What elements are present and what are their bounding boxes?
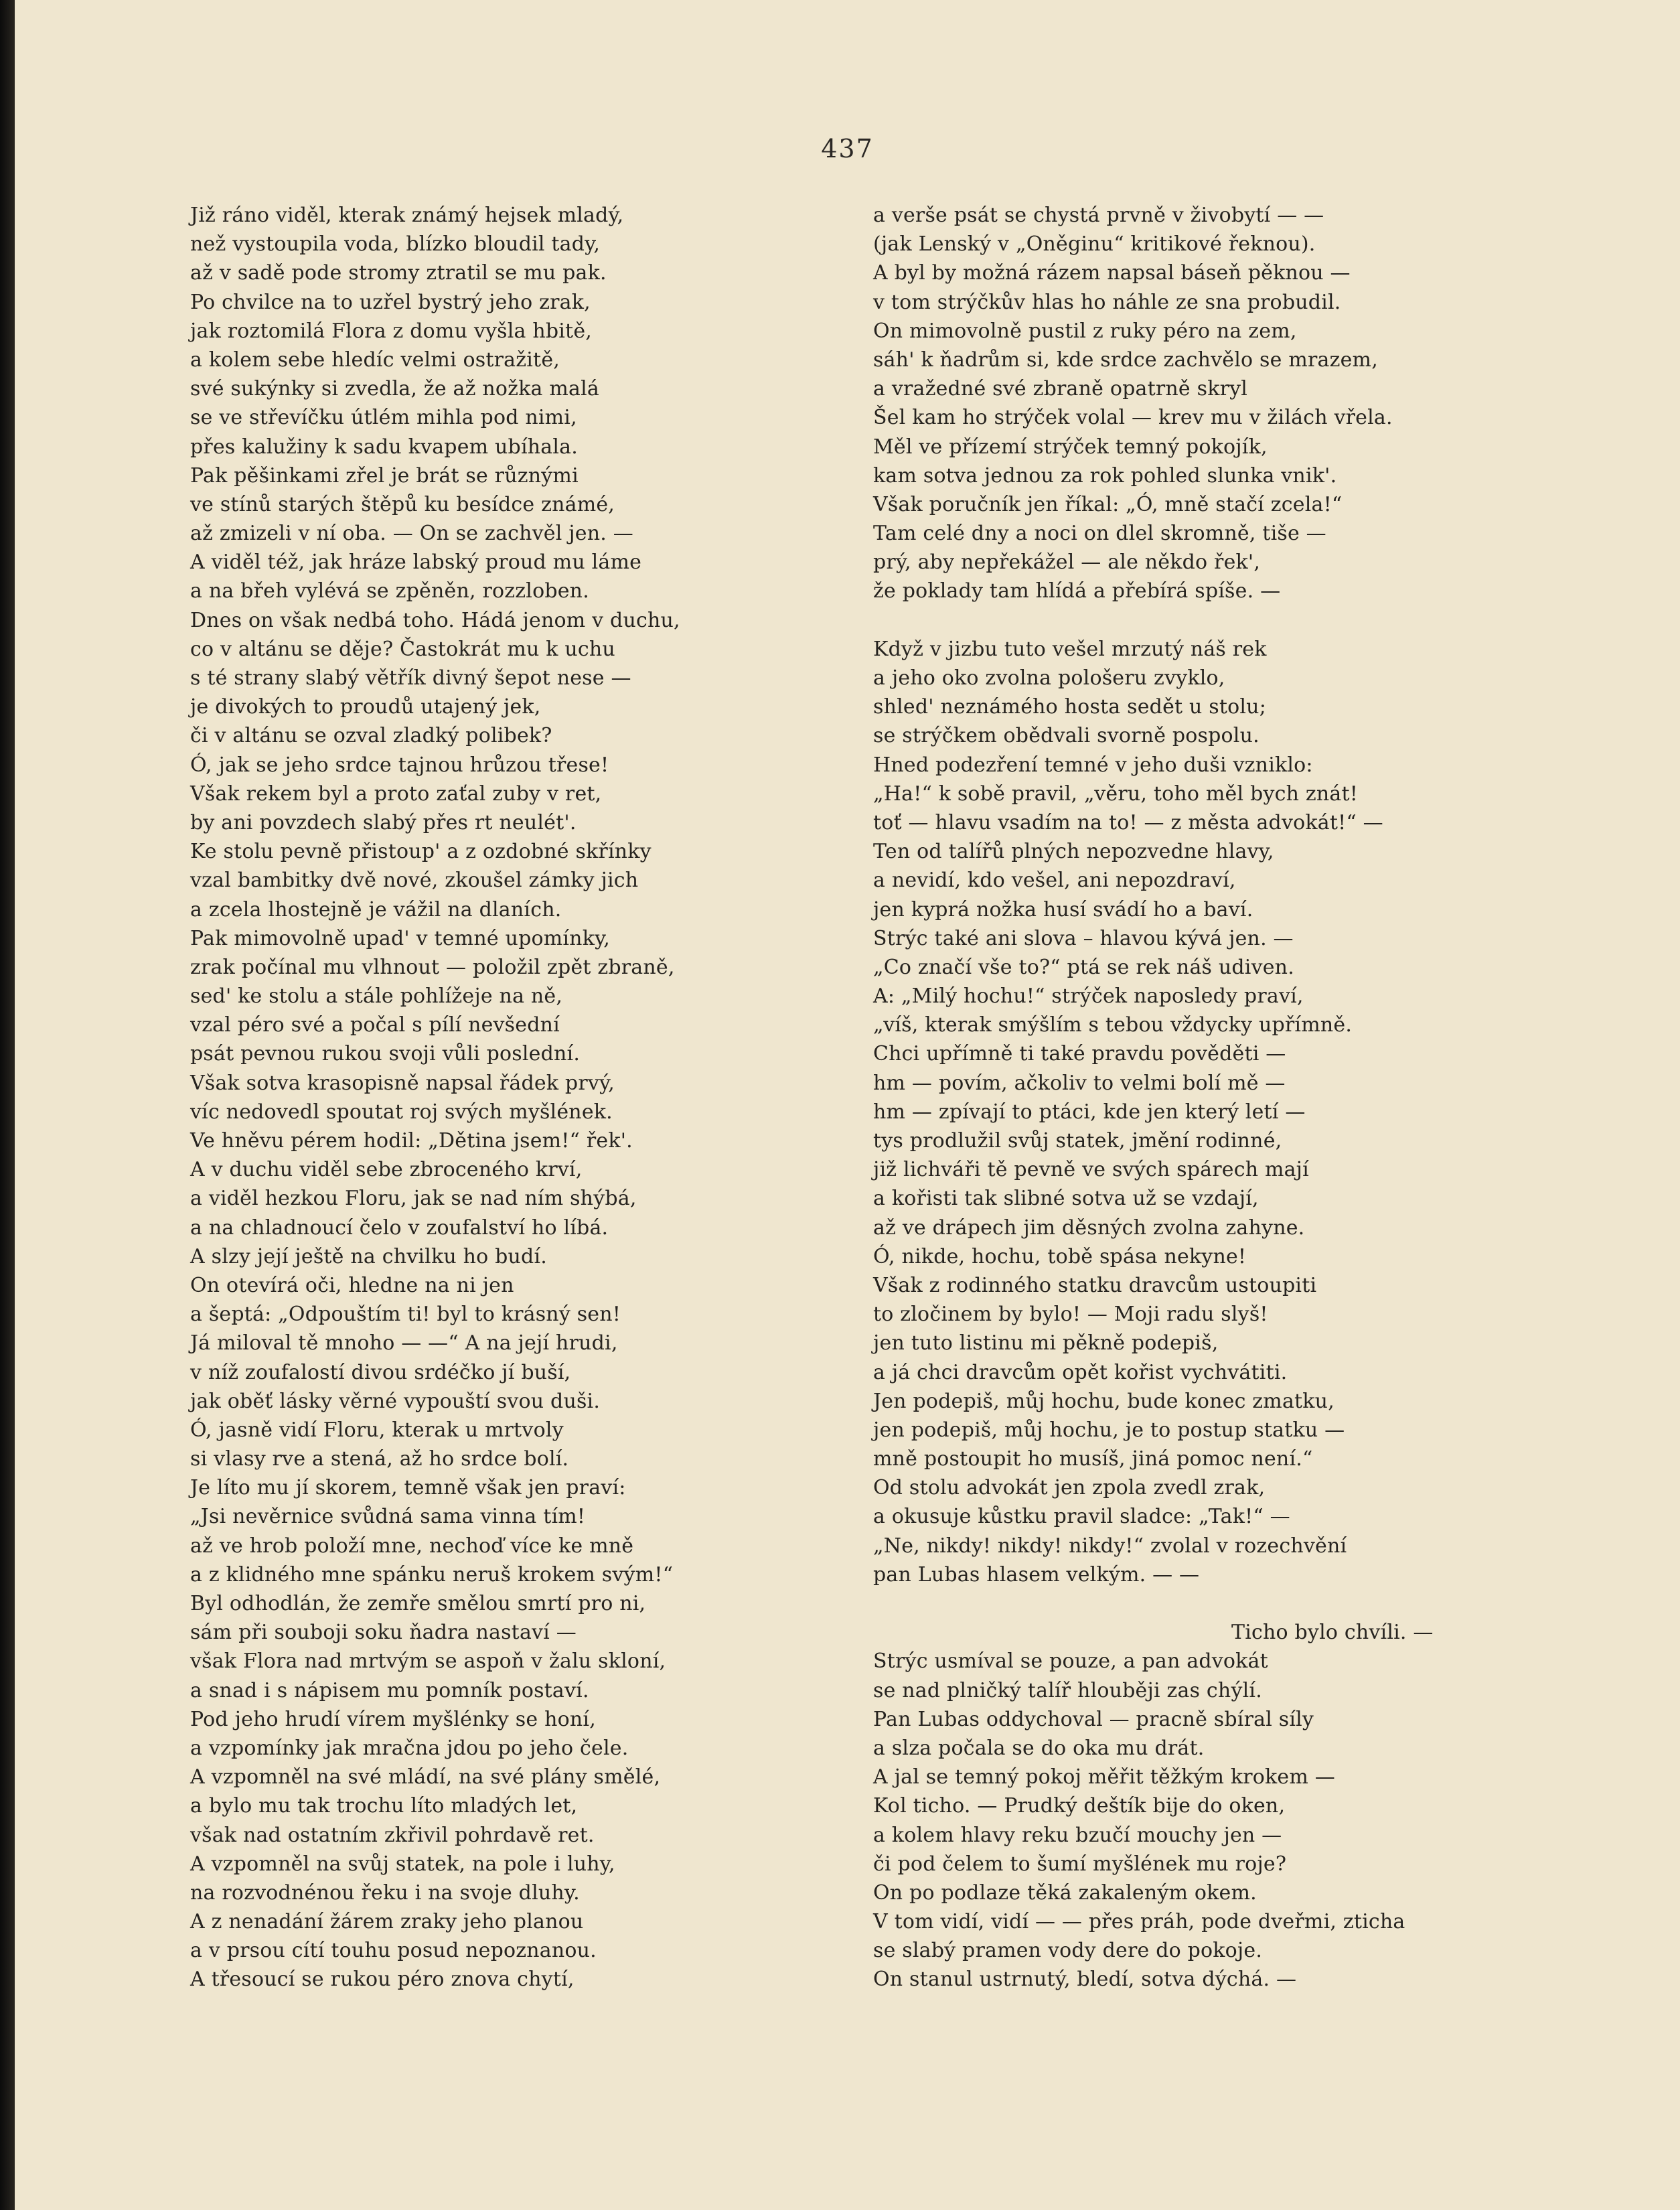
verse-line: na rozvodnénou řeku i na svoje dluhy.: [190, 1881, 580, 1905]
verse-line: toť — hlavu vsadím na to! — z města advokát!“ —: [873, 810, 1383, 834]
verse-line: a kořisti tak slibné sotva už se vzdají,: [873, 1187, 1259, 1211]
verse-line: se strýčkem obědvali svorně pospolu.: [873, 724, 1259, 748]
verse-line: Ó, jak se jeho srdce tajnou hrůzou třese!: [190, 753, 609, 777]
stanza-gap: [873, 1589, 1476, 1618]
verse-line: či v altánu se ozval zladký polibek?: [190, 724, 552, 748]
verse-line: vzal péro své a počal s pílí nevšední: [190, 1013, 560, 1037]
verse-line: pan Lubas hlasem velkým. — —: [873, 1562, 1200, 1587]
verse-line: A v duchu viděl sebe zbroceného krví,: [190, 1158, 583, 1182]
verse-line: co v altánu se děje? Častokrát mu k uchu: [190, 637, 615, 661]
verse-line: by ani povzdech slabý přes rt neulét'.: [190, 810, 577, 834]
verse-line: prý, aby nepřekážel — ale někdo řek',: [873, 550, 1261, 575]
verse-line: a kolem hlavy reku bzučí mouchy jen —: [873, 1823, 1282, 1847]
verse-line: s té strany slabý větřík divný šepot nese —: [190, 666, 631, 690]
verse-line: Je líto mu jí skorem, temně však jen praví:: [190, 1476, 626, 1500]
verse-line: On mimovolně pustil z ruky péro na zem,: [873, 319, 1297, 343]
verse-line: jak oběť lásky věrné vypouští svou duši.: [190, 1389, 601, 1413]
verse-line: než vystoupila voda, blízko bloudil tady,: [190, 232, 601, 256]
verse-line: Když v jizbu tuto vešel mrzutý náš rek: [873, 637, 1267, 661]
verse-line: Již ráno viděl, kterak známý hejsek mladý,: [190, 204, 624, 227]
verse-line: hm — zpívají to ptáci, kde jen který letí —: [873, 1100, 1306, 1124]
verse-line: A třesoucí se rukou péro znova chytí,: [190, 1968, 575, 1992]
verse-line: v tom strýčkův hlas ho náhle ze sna probudil.: [873, 290, 1341, 314]
verse-line: a na břeh vylévá se zpěněn, rozzloben.: [190, 579, 589, 603]
verse-line: zrak počínal mu vlhnout — položil zpět zbraně,: [190, 955, 675, 979]
verse-line: A slzy její ještě na chvilku ho budí.: [190, 1244, 547, 1268]
verse-line: Jen podepiš, můj hochu, bude konec zmatku,: [873, 1389, 1334, 1413]
verse-line: A viděl též, jak hráze labský proud mu láme: [190, 550, 642, 575]
verse-line: A jal se temný pokoj měřit těžkým krokem —: [873, 1765, 1335, 1789]
verse-line: shled' neznámého hosta sedět u stolu;: [873, 695, 1267, 719]
verse-line: Měl ve přízemí strýček temný pokojík,: [873, 435, 1268, 459]
verse-line: a vražedné své zbraně opatrně skryl: [873, 377, 1248, 401]
verse-line: až ve drápech jim děsných zvolna zahyne.: [873, 1216, 1305, 1240]
verse-line: však nad ostatním zkřivil pohrdavě ret.: [190, 1823, 595, 1847]
verse-line: jen kyprá nožka husí svádí ho a baví.: [873, 897, 1253, 922]
left-column-poem: [190, 201, 726, 1994]
verse-line: to zločinem by bylo! — Moji radu slyš!: [873, 1303, 1268, 1327]
verse-line: Však rekem byl a proto zaťal zuby v ret,: [190, 782, 602, 806]
verse-line: a viděl hezkou Floru, jak se nad ním shýbá,: [190, 1187, 637, 1211]
verse-line: až v sadě pode stromy ztratil se mu pak.: [190, 261, 607, 285]
verse-line: je divokých to proudů utajený jek,: [190, 695, 541, 719]
verse-line: a v prsou cítí touhu posud nepoznanou.: [190, 1939, 597, 1963]
verse-line: se nad plničký talíř hlouběji zas chýlí.: [873, 1678, 1262, 1702]
verse-line: a šeptá: „Odpouštím ti! byl to krásný sen!: [190, 1303, 621, 1327]
verse-line: Pak mimovolně upad' v temné upomínky,: [190, 926, 610, 950]
verse-line: Já miloval tě mnoho — —“ A na její hrudi,: [190, 1331, 618, 1355]
verse-line: Ó, nikde, hochu, tobě spása nekyne!: [873, 1244, 1247, 1268]
verse-line: a nevidí, kdo vešel, ani nepozdraví,: [873, 869, 1236, 893]
verse-line: či pod čelem to šumí myšlének mu roje?: [873, 1852, 1287, 1876]
verse-line: již lichváři tě pevně ve svých spárech mají: [873, 1158, 1309, 1182]
verse-line: sáh' k ňadrům si, kde srdce zachvělo se mrazem,: [873, 348, 1378, 372]
verse-line: Pod jeho hrudí vírem myšlénky se honí,: [190, 1707, 596, 1731]
verse-line: A: „Milý hochu!“ strýček naposledy praví,: [873, 984, 1304, 1009]
verse-line: jak roztomilá Flora z domu vyšla hbitě,: [190, 319, 593, 343]
verse-line: kam sotva jednou za rok pohled slunka vnik'.: [873, 463, 1337, 488]
verse-line: hm — povím, ačkoliv to velmi bolí mě —: [873, 1071, 1286, 1095]
verse-line: Pan Lubas oddychoval — pracně sbíral síly: [873, 1707, 1314, 1731]
verse-line: psát pevnou rukou svoji vůli poslední.: [190, 1042, 581, 1066]
verse-line: sám při souboji soku ňadra nastaví —: [190, 1621, 577, 1645]
verse-line: a bylo mu tak trochu líto mladých let,: [190, 1794, 578, 1818]
verse-line: až zmizeli v ní oba. — On se zachvěl jen. —: [190, 522, 633, 546]
verse-line: Ve hněvu pérem hodil: „Dětina jsem!“ řek'.: [190, 1129, 633, 1153]
verse-line: Dnes on však nedbá toho. Hádá jenom v duchu,: [190, 608, 680, 632]
verse-line: Však poručník jen říkal: „Ó, mně stačí zcela!“: [873, 492, 1343, 516]
verse-line: A byl by možná rázem napsal báseň pěknou —: [873, 261, 1351, 285]
verse-line: a vzpomínky jak mračna jdou po jeho čele.: [190, 1736, 629, 1760]
verse-line: přes kalužiny k sadu kvapem ubíhala.: [190, 435, 578, 459]
book-page: [15, 0, 1680, 2210]
verse-line: Však z rodinného statku dravcům ustoupiti: [873, 1273, 1317, 1297]
verse-line: „Co značí vše to?“ ptá se rek náš udiven.: [873, 955, 1294, 979]
verse-line: a z klidného mne spánku neruš krokem svým!“: [190, 1562, 674, 1587]
verse-line: On otevírá oči, hledne na ni jen: [190, 1273, 514, 1297]
verse-line: se ve střevíčku útlém mihla pod nimi,: [190, 406, 577, 430]
verse-line: si vlasy rve a stená, až ho srdce bolí.: [190, 1447, 569, 1471]
verse-line: Strýc také ani slova – hlavou kývá jen. —: [873, 926, 1294, 950]
verse-line: On po podlaze těká zakaleným okem.: [873, 1881, 1257, 1905]
verse-line: „víš, kterak smýšlím s tebou vždycky upřímně.: [873, 1013, 1353, 1037]
verse-line: Hned podezření temné v jeho duši vzniklo:: [873, 753, 1313, 777]
verse-line: a zcela lhostejně je vážil na dlaních.: [190, 897, 562, 922]
verse-line: Ke stolu pevně přistoup' a z ozdobné skřínky: [190, 840, 652, 864]
verse-line: „Ne, nikdy! nikdy! nikdy!“ zvolal v rozechvění: [873, 1534, 1347, 1558]
verse-line: Ó, jasně vidí Floru, kterak u mrtvoly: [190, 1418, 564, 1442]
verse-line: Pak pěšinkami zřel je brát se různými: [190, 463, 579, 488]
verse-line: a na chladnoucí čelo v zoufalství ho líbá.: [190, 1216, 609, 1240]
verse-line: mně postoupit ho musíš, jiná pomoc není.“: [873, 1447, 1313, 1471]
page-number: 437: [821, 134, 874, 163]
verse-line: své sukýnky si zvedla, že až nožka malá: [190, 377, 599, 401]
verse-line: Strýc usmíval se pouze, a pan advokát: [873, 1649, 1268, 1674]
verse-line: V tom vidí, vidí — — přes práh, pode dveřmi, zticha: [873, 1910, 1405, 1934]
verse-line: Tam celé dny a noci on dlel skromně, tiše —: [873, 522, 1326, 546]
verse-line: Byl odhodlán, že zemře smělou smrtí pro ni,: [190, 1592, 646, 1615]
verse-line: „Jsi nevěrnice svůdná sama vinna tím!: [190, 1505, 586, 1529]
verse-line: že poklady tam hlídá a přebírá spíše. —: [873, 579, 1281, 603]
verse-line: (jak Lenský v „Oněginu“ kritikové řeknou).: [873, 232, 1316, 256]
verse-line: „Ha!“ k sobě pravil, „věru, toho měl bych znát!: [873, 782, 1358, 806]
verse-line: Ticho bylo chvíli. —: [1231, 1621, 1434, 1645]
verse-line: a okusuje kůstku pravil sladce: „Tak!“ —: [873, 1505, 1290, 1529]
verse-line: a já chci dravcům opět kořist vychvátiti.: [873, 1360, 1288, 1384]
verse-line: až ve hrob položí mne, nechoď více ke mně: [190, 1534, 634, 1558]
verse-line: Po chvilce na to uzřel bystrý jeho zrak,: [190, 290, 591, 314]
verse-line: v níž zoufalostí divou srdéčko jí buší,: [190, 1360, 571, 1384]
verse-line: sed' ke stolu a stále pohlížeje na ně,: [190, 984, 563, 1009]
book-binding-edge: [0, 0, 15, 2210]
verse-line: On stanul ustrnutý, bledí, sotva dýchá. —: [873, 1968, 1297, 1992]
verse-line: Však sotva krasopisně napsal řádek prvý,: [190, 1071, 615, 1095]
verse-line: vzal bambitky dvě nové, zkoušel zámky jich: [190, 869, 639, 893]
verse-line: jen podepiš, můj hochu, je to postup statku —: [873, 1418, 1345, 1442]
verse-line: tys prodlužil svůj statek, jmění rodinné,: [873, 1129, 1282, 1153]
verse-line: Šel kam ho strýček volal — krev mu v žilách vřela.: [873, 406, 1393, 430]
verse-line: a verše psát se chystá prvně v živobytí — —: [873, 204, 1324, 227]
verse-line: A z nenadání žárem zraky jeho planou: [190, 1910, 584, 1934]
verse-line: Od stolu advokát jen zpola zvedl zrak,: [873, 1476, 1266, 1500]
verse-line: a snad i s nápisem mu pomník postaví.: [190, 1678, 589, 1702]
stanza-gap: [873, 606, 1476, 635]
verse-line: jen tuto listinu mi pěkně podepiš,: [873, 1331, 1219, 1355]
verse-line: a slza počala se do oka mu drát.: [873, 1736, 1205, 1760]
verse-line: víc nedovedl spoutat roj svých myšlének.: [190, 1100, 613, 1124]
verse-line: Ten od talířů plných nepozvedne hlavy,: [873, 840, 1274, 864]
verse-line: se slabý pramen vody dere do pokoje.: [873, 1939, 1263, 1963]
verse-line: A vzpomněl na svůj statek, na pole i luhy,: [190, 1852, 615, 1876]
verse-line: a jeho oko zvolna pološeru zvyklo,: [873, 666, 1225, 690]
verse-line: a kolem sebe hledíc velmi ostražitě,: [190, 348, 560, 372]
verse-line: však Flora nad mrtvým se aspoň v žalu skloní,: [190, 1649, 666, 1674]
verse-line: A vzpomněl na své mládí, na své plány smělé,: [190, 1765, 661, 1789]
verse-line: Kol ticho. — Prudký deštík bije do oken,: [873, 1794, 1286, 1818]
verse-line: Chci upřímně ti také pravdu pověděti —: [873, 1042, 1286, 1066]
right-column-poem: [873, 201, 1476, 1994]
verse-line: ve stínů starých štěpů ku besídce známé,: [190, 492, 615, 516]
